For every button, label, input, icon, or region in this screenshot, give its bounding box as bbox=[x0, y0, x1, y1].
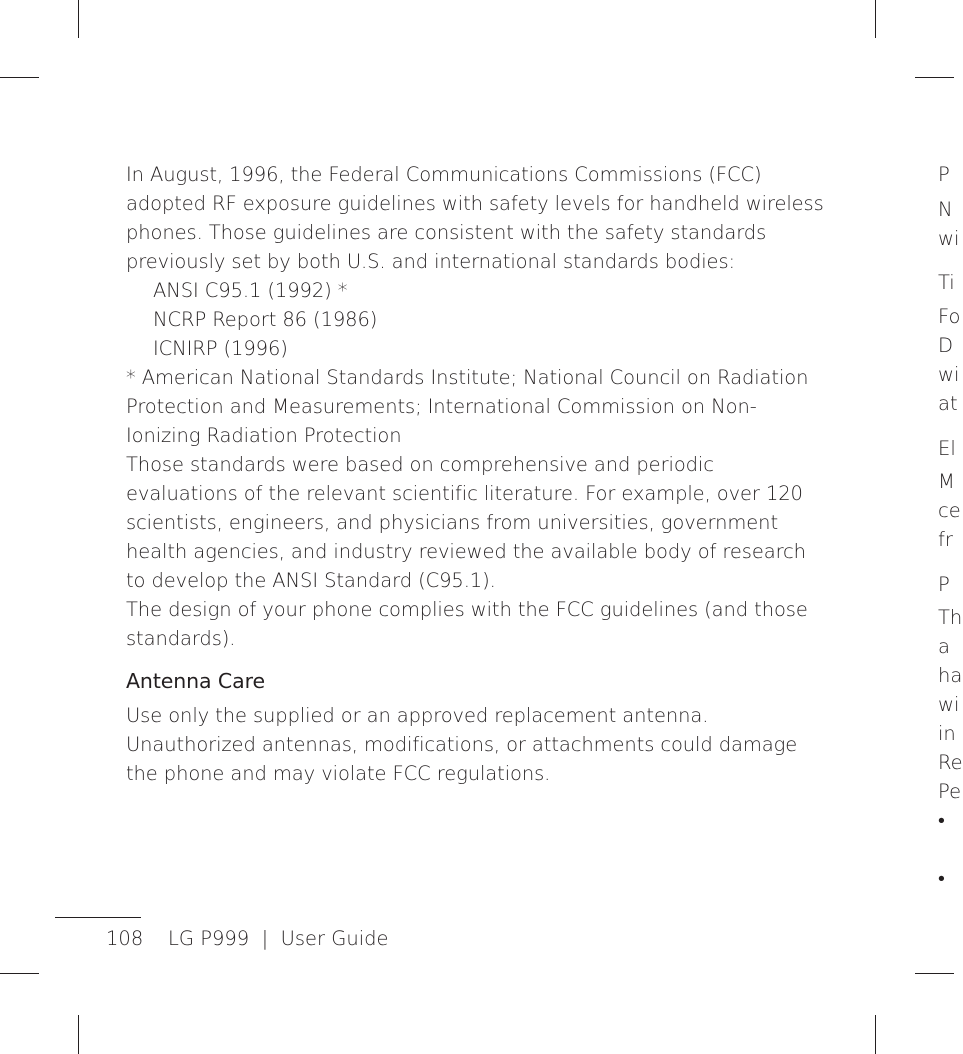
standard-item: ICNIRP (1996) bbox=[153, 337, 288, 360]
page-content bbox=[126, 160, 826, 788]
footer-rule bbox=[55, 917, 141, 918]
crop-mark bbox=[78, 0, 79, 38]
standard-item: ANSI C95.1 (1992) * bbox=[153, 279, 348, 302]
next-page-fragment: Re bbox=[938, 751, 963, 774]
compliance-paragraph: The design of your phone complies with the FCC guidelines (and those standards). bbox=[126, 598, 808, 650]
next-page-fragment: P bbox=[938, 163, 950, 186]
crop-mark bbox=[875, 0, 876, 38]
standard-item: NCRP Report 86 (1986) bbox=[153, 308, 378, 331]
guide-title: User Guide bbox=[280, 927, 389, 950]
crop-mark bbox=[875, 1015, 876, 1054]
crop-mark bbox=[0, 973, 39, 974]
next-page-fragment: Ti bbox=[938, 271, 955, 294]
next-page-fragment: Fo bbox=[938, 305, 961, 328]
next-page-fragment: P bbox=[938, 573, 950, 596]
next-page-fragment: a bbox=[938, 635, 950, 658]
evaluation-paragraph: Those standards were based on comprehensive and periodic evaluations of the relevant scientific literature. For example, over 120 scientists, engineers, and physicians from universities, government health agencies, and industry reviewed the available body of research to develop the ANSI Standard (C95.1). bbox=[126, 453, 806, 592]
next-page-fragment: El bbox=[938, 437, 956, 460]
intro-paragraph: In August, 1996, the Federal Communications Commissions (FCC) adopted RF exposure guidelines with safety levels for handheld wireless phones. Those guidelines are consistent with the safety standards previously set by both U.S. and international standards bodies: bbox=[126, 163, 824, 273]
product-name: LG P999 bbox=[168, 927, 250, 950]
next-page-fragment: • bbox=[938, 867, 945, 890]
crop-mark bbox=[0, 77, 39, 78]
antenna-care-heading: Antenna Care bbox=[126, 669, 265, 693]
antenna-care-paragraph: Use only the supplied or an approved replacement antenna. Unauthorized antennas, modifications, or attachments could damage the phone and may violate FCC regulations. bbox=[126, 704, 798, 785]
next-page-fragment: Pe bbox=[938, 780, 962, 803]
next-page-fragment: wi bbox=[938, 227, 960, 250]
crop-mark bbox=[78, 1015, 79, 1054]
next-page-fragment: Th bbox=[938, 606, 963, 629]
footer-separator: | bbox=[261, 927, 269, 950]
next-page-fragment: wi bbox=[938, 363, 960, 386]
next-page-fragment: • bbox=[938, 809, 945, 832]
next-page-fragment: fr bbox=[938, 528, 953, 551]
footer bbox=[106, 924, 389, 953]
next-page-fragment: M bbox=[938, 470, 955, 493]
next-page-fragment: at bbox=[938, 392, 958, 415]
next-page-fragment: D bbox=[938, 334, 954, 357]
page-number: 108 bbox=[106, 927, 144, 950]
next-page-fragment: ce bbox=[938, 499, 961, 522]
footnote-paragraph: * American National Standards Institute; National Council on Radiation Protection and Measurements; International Commission on Non-Ionizing Radiation Protection bbox=[126, 366, 809, 447]
next-page-fragment: in bbox=[938, 722, 956, 745]
next-page-fragment: N bbox=[938, 198, 953, 221]
next-page-fragment: ha bbox=[938, 664, 963, 687]
next-page-edge bbox=[938, 0, 963, 1054]
next-page-fragment: wi bbox=[938, 693, 960, 716]
